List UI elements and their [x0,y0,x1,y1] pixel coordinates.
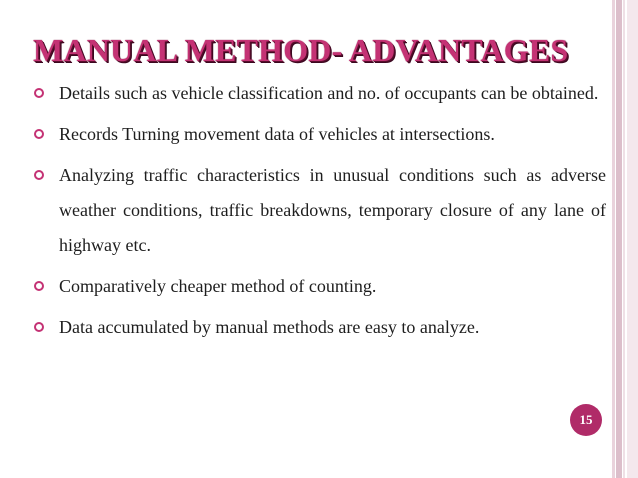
bullet-text: Data accumulated by manual methods are easy to analyze. [59,317,480,337]
decorative-rail [616,0,622,478]
decorative-rail [623,0,625,478]
bullet-circle-icon [34,281,44,291]
bullet-text: Comparatively cheaper method of counting. [59,276,377,296]
bullet-text: Details such as vehicle classification and no. of occupants can be obtained. [59,83,599,103]
slide-title: MANUAL METHOD- ADVANTAGES [33,32,569,68]
bullet-circle-icon [34,170,44,180]
list-item [34,76,606,111]
bullet-list [34,76,606,351]
bullet-text: Analyzing traffic characteristics in unusual conditions such as adverse weather conditions, traffic breakdowns, temporary closure of any lane of highway etc. [59,165,606,255]
bullet-circle-icon [34,88,44,98]
list-item [34,158,606,263]
bullet-circle-icon [34,129,44,139]
bullet-circle-icon [34,322,44,332]
page-number-badge: 15 [570,404,602,436]
list-item [34,117,606,152]
list-item [34,310,606,345]
list-item [34,269,606,304]
decorative-rail [627,0,638,478]
decorative-rail [612,0,615,478]
bullet-text: Records Turning movement data of vehicles at intersections. [59,124,495,144]
